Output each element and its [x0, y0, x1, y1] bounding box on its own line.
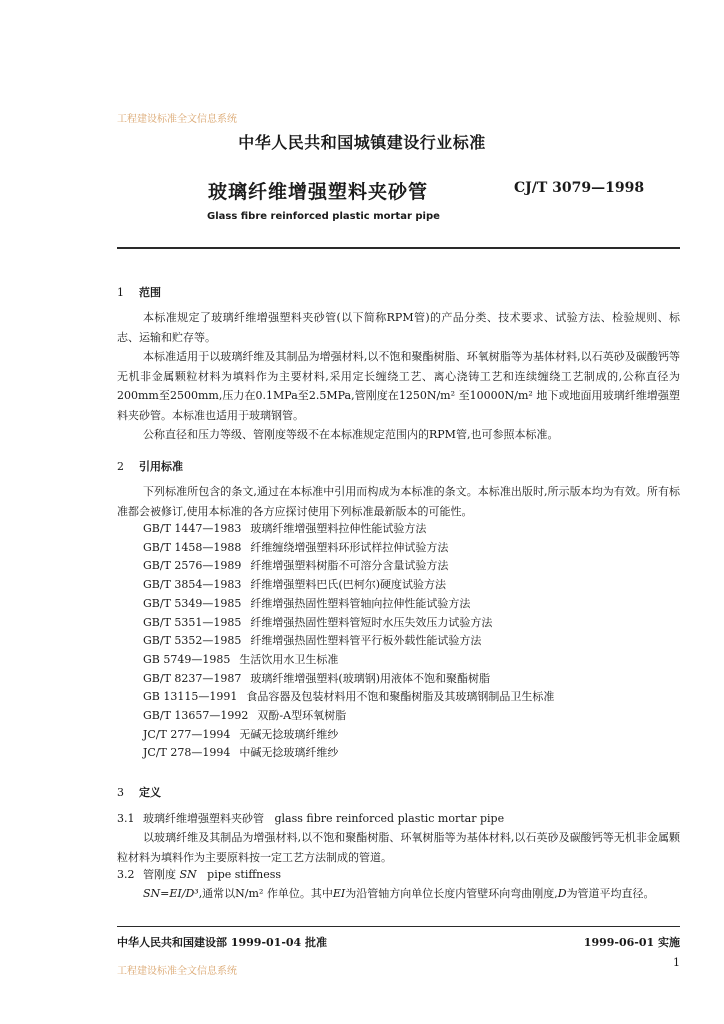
reference-code: JC/T 277—1994 [143, 727, 231, 741]
reference-title: 玻璃纤维增强塑料(玻璃钢)用液体不饱和聚酯树脂 [250, 671, 490, 685]
list-item [143, 744, 554, 763]
reference-title: 食品容器及包装材料用不饱和聚酯树脂及其玻璃钢制品卫生标准 [246, 690, 555, 704]
watermark-bottom: 工程建设标准全文信息系统 [117, 966, 237, 977]
definition-3-1-text: 以玻璃纤维及其制品为增强材料,以不饱和聚酯树脂、环氧树脂等为基体材料,以石英砂及碳酸钙等无机非金属颗粒材料为填料作为主要原料按一定工艺方法制成的管道。 [117, 831, 680, 864]
section-title: 范围 [139, 286, 161, 299]
reference-title: 玻璃纤维增强塑料拉伸性能试验方法 [250, 522, 427, 535]
reference-code: GB/T 5349—1985 [143, 596, 242, 610]
list-item [143, 651, 554, 670]
term-en: pipe stiffness [207, 868, 282, 881]
term-symbol: SN [179, 868, 197, 881]
list-item [143, 520, 554, 539]
term-cn: 管刚度 [143, 868, 176, 881]
reference-title: 双酚-A型环氧树脂 [257, 709, 347, 723]
paragraph: 公称直径和压力等级、管刚度等级不在本标准规定范围内的RPM管,也可参照本标准。 [143, 428, 559, 441]
section-2-intro: 下列标准所包含的条文,通过在本标准中引用而构成为本标准的条文。本标准出版时,所示版本均为有效。所有标准都会被修订,使用本标准的各方应探讨使用下列标准最新版本的可能性。 [117, 485, 680, 518]
section-title: 定义 [139, 786, 161, 799]
reference-title: 纤维缠绕增强塑料环形试样拉伸试验方法 [250, 540, 449, 554]
section-number: 3 [117, 786, 124, 799]
reference-code: GB 13115—1991 [143, 690, 238, 704]
reference-title: 生活饮用水卫生标准 [239, 652, 339, 666]
paragraph: 本标准适用于以玻璃纤维及其制品为增强材料,以不饱和聚酯树脂、环氧树脂等为基体材料,以石英砂及碳酸钙等无机非金属颗粒材料为填料作为主要材料,采用定长缠绕工艺、离心浇铸工艺和连续缠绕工艺制成的,公称直径为200mm至2500mm,压力在0.1MPa至2.5MPa,管刚度在1250N/m² 至10000N/m² 地下或地面用玻璃纤维增强塑料夹砂管。本标准也适用于玻璃钢管。 [117, 350, 680, 422]
section-title: 引用标准 [139, 460, 183, 473]
reference-code: JC/T 278—1994 [143, 746, 231, 760]
reference-title: 纤维增强塑料树脂不可溶分含量试验方法 [250, 559, 449, 573]
paragraph: 本标准规定了玻璃纤维增强塑料夹砂管(以下简称RPM管)的产品分类、技术要求、试验方法、检验规则、标志、运输和贮存等。 [117, 311, 680, 344]
list-item [143, 576, 554, 595]
reference-list [143, 520, 554, 763]
list-item [143, 632, 554, 651]
definition-text: 为管道平均直径。 [566, 887, 655, 900]
standard-category: 中华人民共和国城镇建设行业标准 [238, 133, 486, 152]
definition-3-2-term [117, 866, 281, 882]
list-item [143, 614, 554, 633]
list-item [143, 726, 554, 745]
header-divider [117, 247, 680, 249]
term-cn: 玻璃纤维增强塑料夹砂管 [143, 812, 264, 825]
reference-code: GB/T 3854—1983 [143, 578, 242, 592]
implementation-date: 1999-06-01 实施 [583, 936, 680, 949]
reference-title: 中碱无捻玻璃纤维纱 [239, 746, 339, 760]
list-item [143, 595, 554, 614]
reference-code: GB/T 8237—1987 [143, 671, 242, 685]
reference-code: GB/T 2576—1989 [143, 559, 242, 573]
document-title-cn: 玻璃纤维增强塑料夹砂管 [208, 181, 429, 203]
clause-number: 3.1 [117, 812, 135, 825]
list-item [143, 670, 554, 689]
list-item [143, 539, 554, 558]
definition-text: 为沿管轴方向单位长度内管壁环向弯曲刚度, [345, 887, 558, 900]
reference-title: 无碱无捻玻璃纤维纱 [239, 727, 339, 741]
reference-title: 纤维增强热固性塑料管平行板外载性能试验方法 [250, 634, 482, 648]
definition-3-2-text [117, 884, 680, 904]
symbol-d: D [557, 887, 567, 900]
document-title-en: Glass fibre reinforced plastic mortar pipe [207, 211, 440, 222]
list-item [143, 707, 554, 726]
section-2-heading [117, 458, 183, 474]
section-3-heading [117, 784, 161, 800]
reference-code: GB/T 1447—1983 [143, 522, 242, 535]
page-number: 1 [673, 956, 680, 969]
section-1-heading [117, 284, 161, 300]
section-1-body [117, 308, 680, 445]
formula: SN=EI/D³ [143, 887, 199, 900]
reference-code: GB/T 1458—1988 [143, 540, 242, 554]
definition-text: ,通常以N/m² 作单位。其中 [198, 887, 333, 900]
reference-title: 纤维增强热固性塑料管短时水压失效压力试验方法 [250, 615, 493, 629]
reference-code: GB/T 5352—1985 [143, 634, 242, 648]
reference-title: 纤维增强热固性塑料管轴向拉伸性能试验方法 [250, 596, 471, 610]
clause-number: 3.2 [117, 868, 135, 881]
standard-code: CJ/T 3079—1998 [514, 180, 645, 196]
definition-3-1-term [117, 810, 504, 826]
footer-divider [117, 926, 680, 927]
watermark-top: 工程建设标准全文信息系统 [117, 114, 237, 125]
reference-code: GB/T 13657—1992 [143, 709, 249, 723]
reference-code: GB/T 5351—1985 [143, 615, 242, 629]
approval-line: 中华人民共和国建设部 1999-01-04 批准 [117, 936, 328, 949]
list-item [143, 688, 554, 707]
symbol-ei: EI [332, 887, 346, 900]
reference-code: GB 5749—1985 [143, 652, 231, 666]
list-item [143, 557, 554, 576]
reference-title: 纤维增强塑料巴氏(巴柯尔)硬度试验方法 [250, 578, 446, 592]
term-en: glass fibre reinforced plastic mortar pipe [274, 812, 505, 825]
section-number: 1 [117, 286, 124, 299]
section-number: 2 [117, 460, 124, 473]
